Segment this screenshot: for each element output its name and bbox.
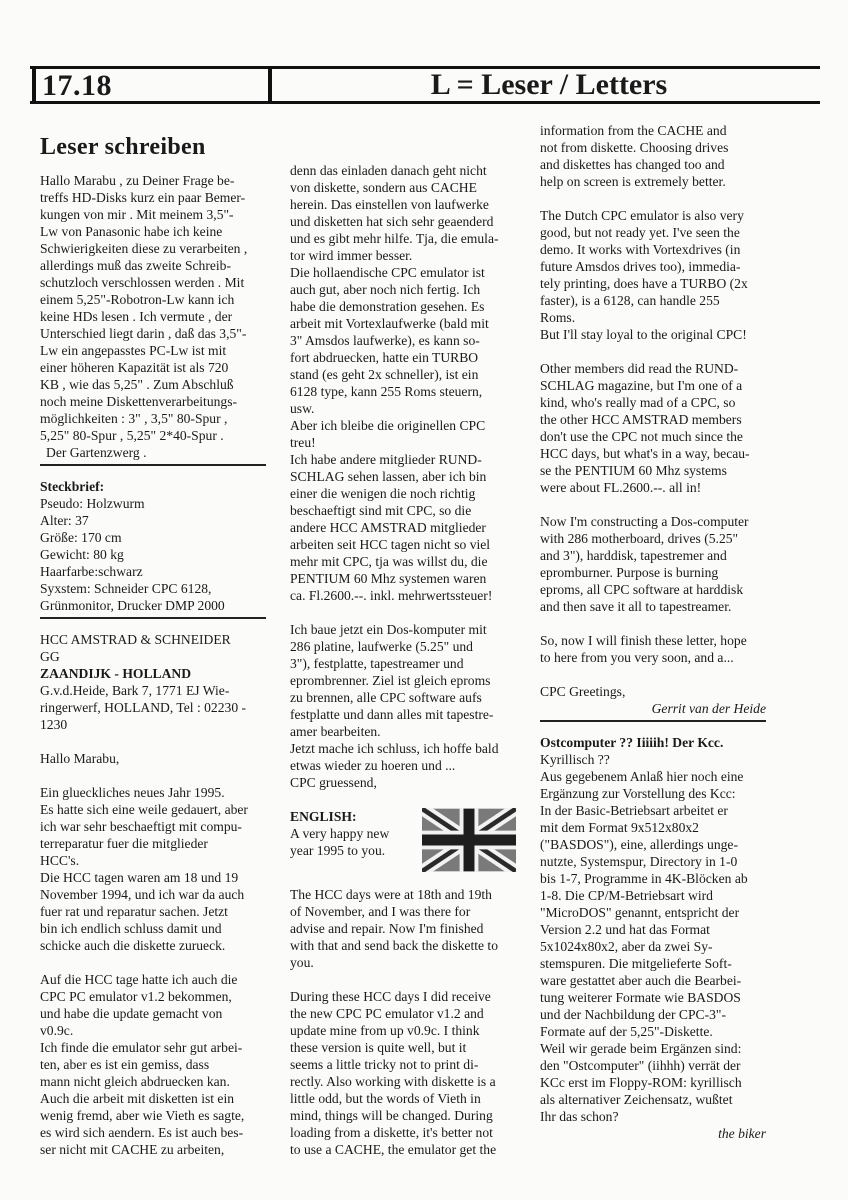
text-line: Ich habe andere mitglieder RUND- xyxy=(290,452,482,467)
text-line: demo. It works with Vortexdrives (in xyxy=(540,242,741,257)
text-line: auch gut, aber noch nich fertig. Ich xyxy=(290,282,481,297)
page-number: 17.18 xyxy=(42,69,112,102)
text-line: Haarfarbe:schwarz xyxy=(40,564,143,579)
english-paragraph xyxy=(540,207,766,343)
text-line: Grünmonitor, Drucker DMP 2000 xyxy=(40,598,225,613)
text-line: the other HCC AMSTRAD members xyxy=(540,412,742,427)
text-line: Es hatte sich eine weile gedauert, aber xyxy=(40,802,248,817)
text-line: fort abdruecken, hatte ein TURBO xyxy=(290,350,479,365)
text-line: wenig fremd, aber wie Vieth es sagte, xyxy=(40,1108,245,1123)
column-1 xyxy=(40,132,266,1158)
letter-1-signature: Der Gartenzwerg . xyxy=(46,445,147,460)
text-line: Größe: 170 cm xyxy=(40,530,122,545)
text-line: PENTIUM 60 Mhz systemen waren xyxy=(290,571,487,586)
text-line: information from the CACHE and xyxy=(540,123,727,138)
text-line: Jetzt mache ich schluss, ich hoffe bald xyxy=(290,741,499,756)
text-line: Version 2.2 und hat das Format xyxy=(540,922,710,937)
text-line: einem 5,25"-Robotron-Lw kann ich xyxy=(40,292,235,307)
text-line: Kyrillisch ?? xyxy=(540,752,610,767)
text-line: seems a little tricky not to print di- xyxy=(290,1057,479,1072)
letter-2-paragraph xyxy=(40,971,266,1158)
english-intro xyxy=(290,808,516,876)
section-divider xyxy=(540,720,766,722)
text-line: ZAANDIJK - HOLLAND xyxy=(40,666,192,681)
text-line: den "Ostcomputer" (iihhh) verrät der xyxy=(540,1058,741,1073)
text-line: 1-8. Die CP/M-Betriebsart wird xyxy=(540,888,713,903)
text-line: eprombrenner. Ziel ist gleich eproms xyxy=(290,673,491,688)
text-line: 3"), festplatte, tapestreamer und xyxy=(290,656,464,671)
text-line: allerdings muß das zweite Schreib- xyxy=(40,258,232,273)
text-line: The Dutch CPC emulator is also very xyxy=(540,208,744,223)
english-title: ENGLISH: xyxy=(290,809,357,824)
text-line: SCHLAG magazine, but I'm one of a xyxy=(540,378,743,393)
ostcomputer-title: Ostcomputer ?? Iiiiih! Der Kcc. xyxy=(540,735,724,750)
text-line: mind, things will be changed. During xyxy=(290,1108,493,1123)
text-line: andere HCC AMSTRAD mitglieder xyxy=(290,520,486,535)
english-signature: Gerrit van der Heide xyxy=(651,701,766,716)
text-line: einer die wenigen die noch richtig xyxy=(290,486,476,501)
text-line: and then save it all to tapestreamer. xyxy=(540,599,732,614)
letter-2-paragraph xyxy=(290,162,516,604)
text-line: mit dem Format 9x512x80x2 xyxy=(540,820,699,835)
text-line: In der Basic-Betriebsart arbeitet er xyxy=(540,803,728,818)
text-line: Die hollaendische CPC emulator ist xyxy=(290,265,485,280)
text-line: and diskettes has changed too and xyxy=(540,157,725,172)
column-2 xyxy=(290,162,516,1158)
text-line: keine HDs lesen . Ich vermute , der xyxy=(40,309,233,324)
text-line: don't use the CPC not much since the xyxy=(540,429,743,444)
union-jack-flag-icon xyxy=(422,808,516,872)
ostcomputer-signature: the biker xyxy=(718,1126,766,1141)
section-title: L = Leser / Letters xyxy=(430,68,668,101)
text-line: HCC AMSTRAD & SCHNEIDER xyxy=(40,632,231,647)
text-line: Schwierigkeiten diese zu verarbeiten , xyxy=(40,241,248,256)
text-line: you. xyxy=(290,955,314,970)
text-line: Ergänzung zur Vorstellung des Kcc: xyxy=(540,786,736,801)
text-line: und es gibt mehr hilfe. Tja, die emula- xyxy=(290,231,499,246)
text-line: stand (es geht 2x schneller), ist ein xyxy=(290,367,479,382)
text-line: ca. Fl.2600.--. inkl. mehrwertssteuer! xyxy=(290,588,493,603)
text-line: 5,25" 80-Spur , 5,25" 2*40-Spur . xyxy=(40,428,224,443)
text-line: habe die demonstration gesehen. Es xyxy=(290,299,485,314)
text-line: future Amsdos drives too), immedia- xyxy=(540,259,741,274)
text-line: terreparatur fuer die mitglieder xyxy=(40,836,208,851)
text-line: good, but not ready yet. I've seen the xyxy=(540,225,740,240)
text-line: bis 1-7, Programme in 4K-Blöcken ab xyxy=(540,871,748,886)
text-line: help on screen is extremely better. xyxy=(540,174,726,189)
text-line: beschaeftigt sind mit CPC, so die xyxy=(290,503,472,518)
ostcomputer-text xyxy=(540,751,766,1125)
text-line: Other members did read the RUND- xyxy=(540,361,739,376)
text-line: Ein glueckliches neues Jahr 1995. xyxy=(40,785,225,800)
text-line: update mine from up v0.9c. I think xyxy=(290,1023,480,1038)
english-paragraph xyxy=(540,513,766,615)
text-line: GG xyxy=(40,649,60,664)
text-line: Now I'm constructing a Dos-computer xyxy=(540,514,749,529)
text-line: ware gestattet aber auch die Bearbei- xyxy=(540,973,742,988)
text-line: bin ich endlich schluss damit und xyxy=(40,921,222,936)
text-line: CPC gruessend, xyxy=(290,775,377,790)
column-3 xyxy=(540,122,766,1142)
text-line: mann nicht gleich abdruecken kan. xyxy=(40,1074,230,1089)
text-line: arbeiten seit HCC tagen nicht so viel xyxy=(290,537,491,552)
text-line: KB , wie das 5,25" . Zum Abschluß xyxy=(40,377,234,392)
text-line: zu brennen, alle CPC software aufs xyxy=(290,690,482,705)
article-heading: Leser schreiben xyxy=(40,134,206,160)
text-line: tung weiterer Formate wie BASDOS xyxy=(540,990,741,1005)
text-line: usw. xyxy=(290,401,315,416)
text-line: ringerwerf, HOLLAND, Tel : 02230 - xyxy=(40,700,247,715)
text-line: möglichkeiten : 3" , 3,5" 80-Spur , xyxy=(40,411,228,426)
header-left-bar xyxy=(32,68,36,104)
text-line: stemspuren. Die mitgelieferte Soft- xyxy=(540,956,732,971)
english-paragraph xyxy=(290,886,516,971)
text-line: HCC's. xyxy=(40,853,80,868)
text-line: festplatte und dann alles mit tapestre- xyxy=(290,707,494,722)
text-line: CPC PC emulator v1.2 bekommen, xyxy=(40,989,232,1004)
text-line: mehr mit CPC, tja was willst du, die xyxy=(290,554,488,569)
text-line: schutzloch verschlossen werden . Mit xyxy=(40,275,245,290)
english-greeting: CPC Greetings, xyxy=(540,684,626,699)
text-line: und disketten hat sich sehr geaenderd xyxy=(290,214,494,229)
text-line: schicke auch die diskette zurueck. xyxy=(40,938,226,953)
text-line: einer höheren Kapazität ist als 720 xyxy=(40,360,229,375)
letter-2-greeting: Hallo Marabu, xyxy=(40,751,120,766)
text-line: were about FL.2600.--. all in! xyxy=(540,480,702,495)
text-line: Weil wir gerade beim Ergänzen sind: xyxy=(540,1041,742,1056)
text-line: se the PENTIUM 60 Mhz systems xyxy=(540,463,727,478)
english-paragraph xyxy=(540,122,766,190)
text-line: Lw von Panasonic habe ich keine xyxy=(40,224,223,239)
text-line: of November, and I was there for xyxy=(290,904,471,919)
page-header xyxy=(30,66,820,104)
letter-2-paragraph xyxy=(290,621,516,791)
text-line: year 1995 to you. xyxy=(290,843,386,858)
text-line: not from diskette. Choosing drives xyxy=(540,140,729,155)
text-line: to here from you very soon, and a... xyxy=(540,650,734,665)
text-line: als alternativer Zeichensatz, wußtet xyxy=(540,1092,733,1107)
text-line: SCHLAG sehen lassen, aber ich bin xyxy=(290,469,487,484)
text-line: Gewicht: 80 kg xyxy=(40,547,124,562)
english-paragraph xyxy=(540,360,766,496)
text-line: loading from a diskette, it's better not xyxy=(290,1125,493,1140)
text-line: fuer rat und reparatur sachen. Jetzt xyxy=(40,904,228,919)
text-line: Auf die HCC tage hatte ich auch die xyxy=(40,972,238,987)
text-line: Lw ein angepasstes PC-Lw ist mit xyxy=(40,343,227,358)
text-line: Auch die arbeit mit disketten ist ein xyxy=(40,1091,235,1106)
text-line: tely printing, does have a TURBO (2x xyxy=(540,276,748,291)
text-line: and 3"), harddisk, tapestremer and xyxy=(540,548,727,563)
text-line: etwas wieder zu hoeren und ... xyxy=(290,758,456,773)
text-line: A very happy new xyxy=(290,826,390,841)
text-line: 6128 type, kann 255 Roms steuern, xyxy=(290,384,483,399)
text-line: But I'll stay loyal to the original CPC! xyxy=(540,327,747,342)
text-line: Ich finde die emulator sehr gut arbei- xyxy=(40,1040,243,1055)
text-line: G.v.d.Heide, Bark 7, 1771 EJ Wie- xyxy=(40,683,230,698)
text-line: ser nicht mit CACHE zu arbeiten, xyxy=(40,1142,225,1157)
text-line: Ihr das schon? xyxy=(540,1109,619,1124)
text-line: November 1994, und ich war da auch xyxy=(40,887,245,902)
letter-1 xyxy=(40,172,266,444)
text-line: KCc erst im Floppy-ROM: kyrillisch xyxy=(540,1075,742,1090)
text-line: ten, aber es ist ein gemiss, dass xyxy=(40,1057,210,1072)
section-divider xyxy=(40,464,266,466)
text-line: faster), is a 6128, can handle 255 xyxy=(540,293,720,308)
text-line: v0.9c. xyxy=(40,1023,74,1038)
text-line: 5x1024x80x2, aber da zwei Sy- xyxy=(540,939,713,954)
text-line: HCC days, but what's in a way, becau- xyxy=(540,446,750,461)
text-line: Die HCC tagen waren am 18 und 19 xyxy=(40,870,239,885)
text-line: ich war sehr beschaeftigt mit compu- xyxy=(40,819,242,834)
text-line: 3" Amsdos laufwerke), es kann so- xyxy=(290,333,480,348)
text-line: von diskette, sondern aus CACHE xyxy=(290,180,477,195)
english-paragraph xyxy=(290,988,516,1158)
text-line: the new CPC PC emulator v1.2 and xyxy=(290,1006,484,1021)
text-line: tor wird immer besser. xyxy=(290,248,413,263)
text-line: Roms. xyxy=(540,310,576,325)
text-line: Unterschied liegt darin , daß das 3,5"- xyxy=(40,326,247,341)
text-line: ("BASDOS"), eine, allerdings unge- xyxy=(540,837,738,852)
text-line: So, now I will finish these letter, hope xyxy=(540,633,747,648)
letter-2-paragraph xyxy=(40,784,266,954)
text-line: amer bearbeiten. xyxy=(290,724,381,739)
text-line: Formate auf der 5,25"-Diskette. xyxy=(540,1024,713,1039)
steckbrief-list xyxy=(40,495,266,614)
text-line: with 286 motherboard, drives (5.25" xyxy=(540,531,739,546)
text-line: Ich baue jetzt ein Dos-komputer mit xyxy=(290,622,487,637)
text-line: epromburner. Purpose is burning xyxy=(540,565,719,580)
text-line: eproms, all CPC software at harddisk xyxy=(540,582,744,597)
text-line: Syxstem: Schneider CPC 6128, xyxy=(40,581,212,596)
text-line: 286 platine, laufwerke (5.25" und xyxy=(290,639,473,654)
text-line: denn das einladen danach geht nicht xyxy=(290,163,487,178)
text-line: Aber ich bleibe die originellen CPC xyxy=(290,418,486,433)
text-line: herein. Das einstellen von laufwerke xyxy=(290,197,489,212)
text-line: Alter: 37 xyxy=(40,513,89,528)
text-line: "MicroDOS" genannt, entspricht der xyxy=(540,905,740,920)
text-line: 1230 xyxy=(40,717,68,732)
text-line: arbeit mit Vortexlaufwerke (bald mit xyxy=(290,316,489,331)
steckbrief-title: Steckbrief: xyxy=(40,479,105,494)
english-paragraph xyxy=(540,632,766,666)
club-address xyxy=(40,631,266,733)
text-line: advise and repair. Now I'm finished xyxy=(290,921,484,936)
text-line: und habe die update gemacht von xyxy=(40,1006,223,1021)
text-line: little odd, but the words of Vieth in xyxy=(290,1091,481,1106)
text-line: Aus gegebenem Anlaß hier noch eine xyxy=(540,769,744,784)
text-line: Pseudo: Holzwurm xyxy=(40,496,145,511)
text-line: es wird sich aendern. Es ist auch bes- xyxy=(40,1125,244,1140)
text-line: treu! xyxy=(290,435,316,450)
text-line: During these HCC days I did receive xyxy=(290,989,491,1004)
text-line: The HCC days were at 18th and 19th xyxy=(290,887,492,902)
text-line: noch meine Diskettenverarbeitungs- xyxy=(40,394,238,409)
text-line: nutzte, Systemspur, Directory in 1-0 xyxy=(540,854,738,869)
section-divider xyxy=(40,617,266,619)
text-line: these version is quite well, but it xyxy=(290,1040,467,1055)
header-divider xyxy=(268,68,272,104)
text-line: rectly. Also working with diskette is a xyxy=(290,1074,496,1089)
text-line: und der Nachbildung der CPC-3"- xyxy=(540,1007,727,1022)
text-line: to use a CACHE, the emulator get the xyxy=(290,1142,497,1157)
text-line: treffs HD-Disks kurz ein paar Bemer- xyxy=(40,190,246,205)
text-line: Hallo Marabu , zu Deiner Frage be- xyxy=(40,173,235,188)
text-line: with that and send back the diskette to xyxy=(290,938,499,953)
text-line: kind, who's really mad of a CPC, so xyxy=(540,395,736,410)
text-line: kungen von mir . Mit meinem 3,5"- xyxy=(40,207,234,222)
